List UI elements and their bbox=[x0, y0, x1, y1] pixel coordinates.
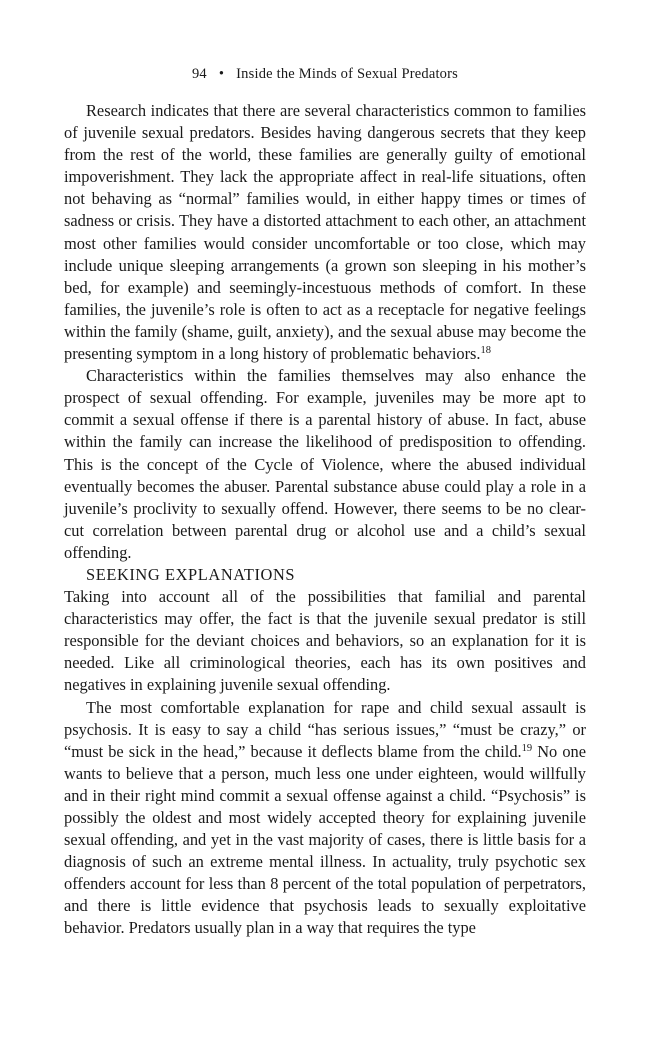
paragraph-family-characteristics bbox=[64, 100, 586, 365]
book-title: Inside the Minds of Sexual Predators bbox=[236, 66, 459, 82]
paragraph-text: Research indicates that there are several characteristics common to families of juvenile sexual predators. Besides having dangerous secrets that they keep from the rest of the world, these families are generally guilty of emotional impoverishment. They lack the appropriate affect in real-life situations, often not behaving as “normal” families would, in either happy times or times of sadness or crisis. They have a distorted attachment to each other, an attachment most other families would consider uncomfortable or too close, which may include unique sleeping arrangements (a grown son sleeping in his mother’s bed, for example) and seemingly-incestuous methods of comfort. In these families, the juvenile’s role is often to act as a receptacle for negative feelings within the family (shame, guilt, anxiety), and the sexual abuse may become the presenting symptom in a long history of problematic behaviors. bbox=[64, 101, 586, 364]
paragraph-text: The most comfortable explanation for rape and child sexual assault is psychosis. It is easy to say a child “has serious issues,” “must be crazy,” or “must be sick in the head,” because it deflects blame from the child. bbox=[64, 697, 586, 761]
body-text bbox=[64, 100, 586, 940]
page-number: 94 bbox=[191, 66, 207, 82]
paragraph-within-families bbox=[64, 365, 586, 564]
paragraph-text: Characteristics within the families themselves may also enhance the prospect of sexual offending. For example, juveniles may be more apt to commit a sexual offense if there is a parental history of abuse. In fact, abuse within the family can increase the likelihood of predisposition to offending. This is the concept of the Cycle of Violence, where the abused individual eventually becomes the abuser. Parental substance abuse could play a role in a juvenile’s proclivity to sexually offend. However, there seems to be no clear-cut correlation between parental drug or alcohol use and a child’s sexual offending. bbox=[64, 366, 586, 562]
paragraph-psychosis bbox=[64, 697, 586, 940]
section-heading: SEEKING EXPLANATIONS bbox=[86, 564, 296, 584]
footnote-ref: 19 bbox=[521, 742, 533, 754]
running-head bbox=[0, 66, 650, 83]
separator-bullet: • bbox=[218, 66, 225, 82]
paragraph-text: Taking into account all of the possibilities that familial and parental characteristics may offer, the fact is that the juvenile sexual predator is still responsible for the deviant choices and behaviors, so an explanation for it is needed. Like all criminological theories, each has its own positives and negatives in explaining juvenile sexual offending. bbox=[64, 587, 586, 695]
footnote-ref: 18 bbox=[480, 345, 492, 357]
paragraph-text-continued: No one wants to believe that a person, much less one under eighteen, would willfully and in their right mind commit a sexual offense against a child. “Psychosis” is possibly the oldest and most widely accepted theory for explaining juvenile sexual offending, and yet in the vast majority of cases, there is little basis for a diagnosis of such an extreme mental illness. In actuality, truly psychotic sex offenders account for less than 8 percent of the total population of perpetrators, and there is little evidence that psychosis leads to sexually exploitative behavior. Predators usually plan in a way that requires the type bbox=[64, 741, 586, 938]
paragraph-explanations-intro bbox=[64, 586, 586, 696]
